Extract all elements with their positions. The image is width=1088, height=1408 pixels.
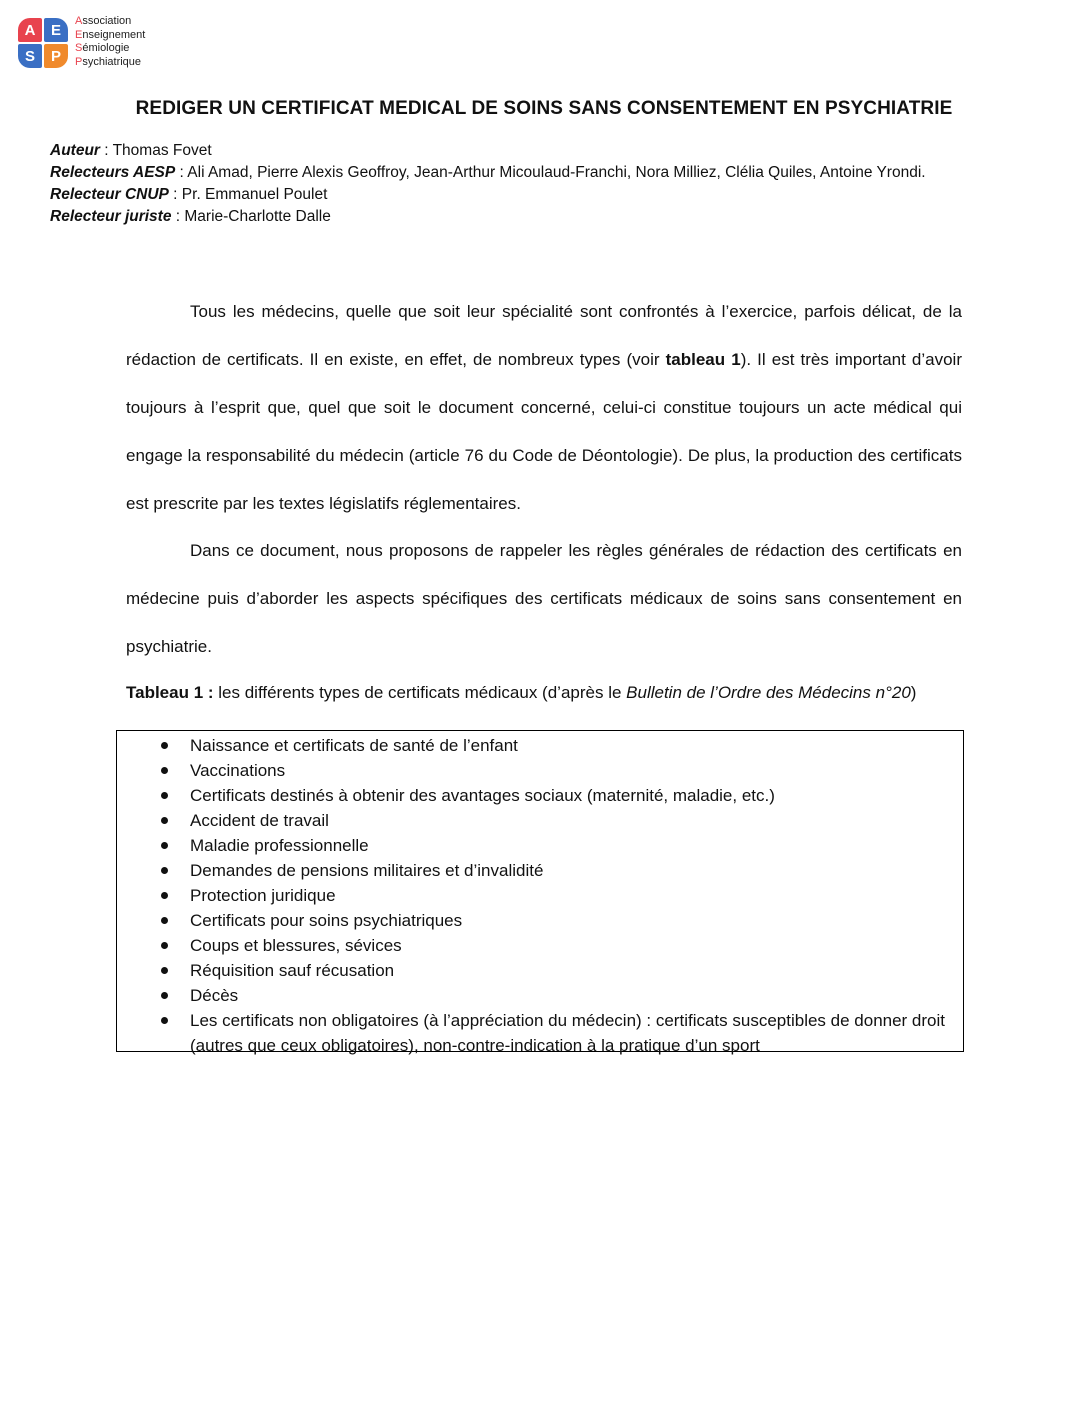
bullet-icon	[161, 842, 168, 849]
logo-wordmark	[75, 15, 145, 69]
bullet-icon	[161, 867, 168, 874]
list-item-label: Réquisition sauf récusation	[190, 961, 395, 980]
credits-block	[50, 140, 926, 228]
list-item	[117, 808, 953, 833]
table-caption: Tableau 1 : les différents types de certificats médicaux (d’après le Bulletin de l’Ordre des Médecins n°20)	[126, 683, 917, 702]
logo-tile-s: S	[18, 44, 42, 68]
list-item-label: Naissance et certificats de santé de l’enfant	[190, 736, 518, 755]
bullet-icon	[161, 742, 168, 749]
bullet-icon	[161, 892, 168, 899]
list-item-label: Coups et blessures, sévices	[190, 936, 402, 955]
list-item-label: Les certificats non obligatoires (à l’appréciation du médecin) : certificats susceptibles de donner droit (autres que ceux obligatoires), non-contre-indication à la pratique d’un sport	[190, 1011, 946, 1055]
list-item-label: Maladie professionnelle	[190, 836, 369, 855]
list-item-label: Accident de travail	[190, 811, 329, 830]
bullet-icon	[161, 942, 168, 949]
bullet-icon	[161, 1017, 168, 1024]
list-item-label: Certificats pour soins psychiatriques	[190, 911, 463, 930]
list-item	[117, 783, 953, 808]
list-item	[117, 758, 953, 783]
logo-tile-a: A	[18, 18, 42, 42]
credit-aesp-reviewers: Relecteurs AESP : Ali Amad, Pierre Alexis Geoffroy, Jean-Arthur Micoulaud-Franchi, Nora Milliez, Clélia Quiles, Antoine Yrondi.	[50, 164, 926, 181]
list-item-label: Protection juridique	[190, 886, 336, 905]
logo-tile-p: P	[44, 44, 68, 68]
bullet-icon	[161, 992, 168, 999]
aesp-logo	[14, 14, 164, 74]
bullet-icon	[161, 817, 168, 824]
list-item	[117, 933, 953, 958]
list-item	[117, 883, 953, 908]
list-item	[117, 858, 953, 883]
list-item	[117, 733, 953, 758]
list-item	[117, 908, 953, 933]
bullet-icon	[161, 767, 168, 774]
table-reference: tableau 1	[665, 350, 741, 369]
credit-author: Auteur : Thomas Fovet	[50, 142, 212, 159]
credit-legal-reviewer: Relecteur juriste : Marie-Charlotte Dalle	[50, 208, 331, 225]
list-item-label: Demandes de pensions militaires et d’invalidité	[190, 861, 544, 880]
list-item-label: Certificats destinés à obtenir des avantages sociaux (maternité, maladie, etc.)	[190, 786, 775, 805]
certificate-types-list	[117, 731, 963, 1058]
list-item-label: Décès	[190, 986, 239, 1005]
logo-line-enseignement: Enseignement	[75, 28, 146, 41]
logo-line-psychiatrique: Psychiatrique	[75, 55, 142, 68]
list-item	[117, 1008, 953, 1058]
list-item	[117, 983, 953, 1008]
logo-tile-e: E	[44, 18, 68, 42]
logo-mark	[14, 14, 70, 70]
credit-cnup-reviewer: Relecteur CNUP : Pr. Emmanuel Poulet	[50, 186, 328, 203]
list-item	[117, 958, 953, 983]
list-item-label: Vaccinations	[190, 761, 286, 780]
bullet-icon	[161, 792, 168, 799]
document-title: REDIGER UN CERTIFICAT MEDICAL DE SOINS SANS CONSENTEMENT EN PSYCHIATRIE	[135, 98, 953, 119]
logo-line-association: Association	[75, 15, 132, 27]
list-item	[117, 833, 953, 858]
bullet-icon	[161, 967, 168, 974]
certificate-types-table	[116, 730, 964, 1055]
logo-line-semiologie: Sémiologie	[75, 42, 130, 54]
purpose-paragraph: Dans ce document, nous proposons de rappeler les règles générales de rédaction des certificats en médecine puis d’aborder les aspects spécifiques des certificats médicaux de soins sans consentement en psychiatrie.	[126, 541, 962, 656]
intro-paragraph: Tous les médecins, quelle que soit leur spécialité sont confrontés à l’exercice, parfois délicat, de la rédaction de certificats. Il en existe, en effet, de nombreux types (voir tableau 1). Il est très important d’avoir toujours à l’esprit que, quel que soit le document concerné, celui-ci constitue toujours un acte médical qui engage la responsabilité du médecin (article 76 du Code de Déontologie). De plus, la production des certificats est prescrite par les textes législatifs réglementaires.	[126, 302, 962, 513]
bullet-icon	[161, 917, 168, 924]
